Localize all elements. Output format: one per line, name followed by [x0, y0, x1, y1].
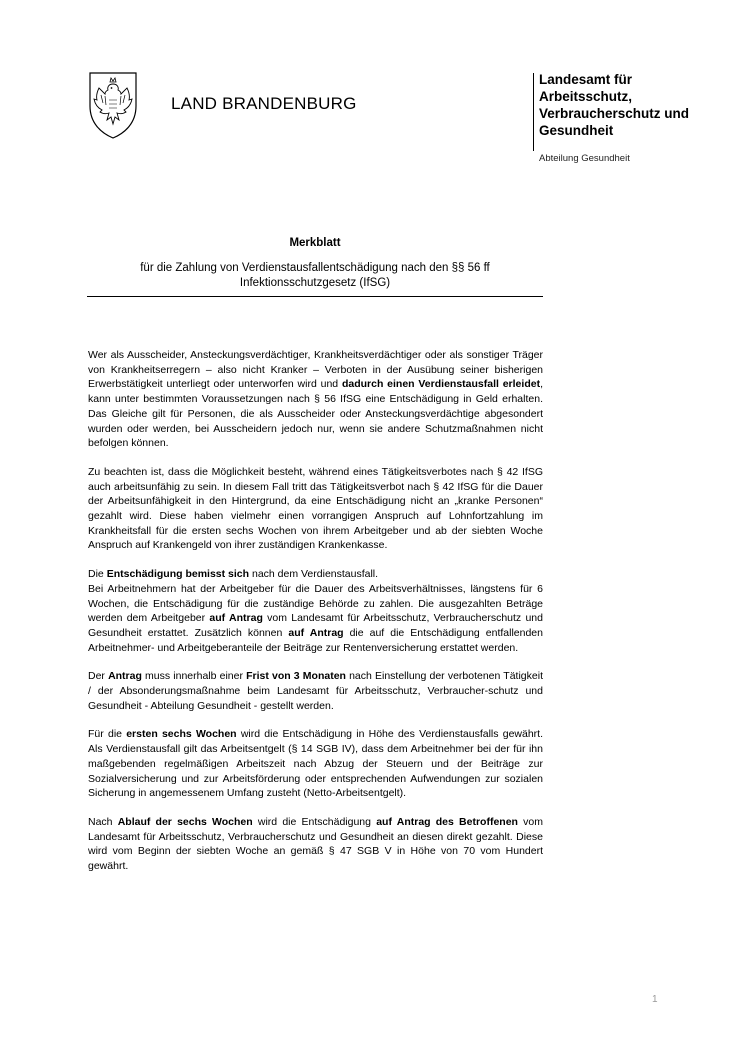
- brandenburg-eagle-crest-icon: [87, 70, 139, 140]
- paragraph: [88, 815, 543, 874]
- bold-text: auf Antrag: [209, 612, 263, 625]
- paragraph-text: wird die Entschädigung: [252, 815, 377, 828]
- paragraph-text: Wer als Ausscheider, Ansteckungsverdächtiger, Krankheitsverdächtiger oder als sonstiger Träger von Krankheitserregern – also nicht Kranker – Verboten in der Ausübung seiner bisherigen Erwerbstätigkeit unterliegt oder unterworfen wird und: [88, 349, 543, 391]
- bold-text: ersten sechs Wochen: [126, 728, 237, 741]
- bold-text: Entschädigung bemisst sich: [106, 568, 250, 581]
- paragraph-text: wird die Entschädigung in Höhe des Verdienstausfalls gewährt. Als Verdienstausfall gilt das Arbeitsentgelt (§ 14 SGB IV), dass dem Arbeitnehmer bei der für ihn maßgebenden regelmäßigen Arbeitszeit nach Abzug der Steuern und der Beiträge zur Sozialversicherung und zur Arbeitsförderung oder entsprechenden Aufwendungen zur sozialen Sicherung in angemessenem Umfang zusteht (Netto-Arbeitsentgelt).: [88, 728, 543, 800]
- agency-line: Gesundheit: [539, 123, 614, 138]
- header-divider: [533, 73, 534, 151]
- paragraph-text: nach dem Verdienstausfall.: [249, 568, 379, 581]
- agency-line: Arbeitsschutz,: [539, 89, 633, 104]
- bold-text: auf Antrag: [288, 626, 344, 639]
- paragraph-text: , kann unter bestimmten Voraussetzungen nach § 56 IfSG eine Entschädigung in Geld erhalten. Das Gleiche gilt für Personen, die als Ausscheider oder Ansteckungsverdächtige abgesondert wurden oder werden, bei Ausscheidern jedoch nur, wenn sie andere Schutzmaßnahmen nicht befolgen können.: [88, 378, 543, 450]
- state-name: LAND BRANDENBURG: [171, 94, 357, 113]
- paragraph-text: Für die: [88, 728, 127, 741]
- document-title: [87, 236, 543, 291]
- paragraph: [88, 348, 543, 451]
- paragraph-text: nach Einstellung der verbotenen Tätigkeit / der Absonderungsmaßnahme beim Landesamt für Arbeitsschutz, Verbraucher-schutz und Gesundheit - Abteilung Gesundheit - gestellt werden.: [88, 670, 543, 712]
- bold-text: Antrag: [108, 670, 142, 683]
- title-main: Merkblatt: [289, 237, 341, 249]
- bold-text: dadurch einen Verdienstausfall erleidet: [341, 378, 541, 391]
- title-subtitle-line: Infektionsschutzgesetz (IfSG): [239, 277, 391, 289]
- paragraph: [88, 727, 543, 801]
- agency-name: [539, 71, 739, 139]
- bold-text: auf Antrag des Betroffenen: [376, 815, 518, 828]
- department-name: Abteilung Gesundheit: [539, 153, 630, 164]
- paragraph: [88, 567, 543, 655]
- paragraph: [88, 465, 543, 553]
- title-underline: [87, 296, 543, 297]
- paragraph-text: vom Landesamt für Arbeitsschutz, Verbraucherschutz und Gesundheit an diesen direkt gezahlt. Diese wird vom Beginn der siebten Woche an gemäß § 47 SGB V in Höhe von 70 vom Hundert gewährt.: [88, 815, 543, 873]
- paragraph-text: Die: [88, 568, 107, 581]
- body-text: [88, 348, 543, 888]
- paragraph-text: Nach: [88, 815, 118, 828]
- paragraph-text: Bei Arbeitnehmern hat der Arbeitgeber für die Dauer des Arbeitsverhältnisses, längstens für 6 Wochen, die Entschädigung für die zuständige Behörde zu zahlen. Die ausgezahlten Beträge werden dem Arbeitgeber: [88, 582, 543, 625]
- paragraph: [88, 669, 543, 713]
- bold-text: Ablauf der sechs Wochen: [117, 815, 253, 828]
- title-subtitle-line: für die Zahlung von Verdienstausfallentschädigung nach den §§ 56 ff: [140, 262, 490, 274]
- agency-line: Landesamt für: [539, 72, 633, 87]
- paragraph-text: muss innerhalb einer: [141, 670, 247, 683]
- paragraph-text: Zu beachten ist, dass die Möglichkeit besteht, während eines Tätigkeitsverbotes nach § 42 IfSG auch arbeitsunfähig zu sein. In diesem Fall tritt das Tätigkeitsverbot nach § 42 IfSG für die Dauer der Arbeitsunfähigkeit in den Hintergrund, da eine Entschädigung nicht an „kranke Personen“ gezahlt wird. Diese haben vielmehr einen vorrangigen Anspruch auf Lohnfortzahlung im Krankheitsfall für die ersten sechs Wochen von ihrem Arbeitgeber und ab der siebten Woche Anspruch auf Krankengeld von ihrer zuständigen Krankenkasse.: [88, 465, 543, 552]
- bold-text: Frist von 3 Monaten: [246, 670, 346, 683]
- paragraph-text: Der: [88, 670, 109, 683]
- paragraph-text: die auf die Entschädigung entfallenden Arbeitnehmer- und Arbeitgeberanteile der Beiträge zur Rentenversicherung erstattet werden.: [88, 626, 543, 654]
- page-number: 1: [652, 994, 658, 1005]
- paragraph-text: vom Landesamt für Arbeitsschutz, Verbraucherschutz und Gesundheit erstattet. Zusätzlich können: [88, 612, 543, 639]
- agency-line: Verbraucherschutz und: [539, 106, 690, 121]
